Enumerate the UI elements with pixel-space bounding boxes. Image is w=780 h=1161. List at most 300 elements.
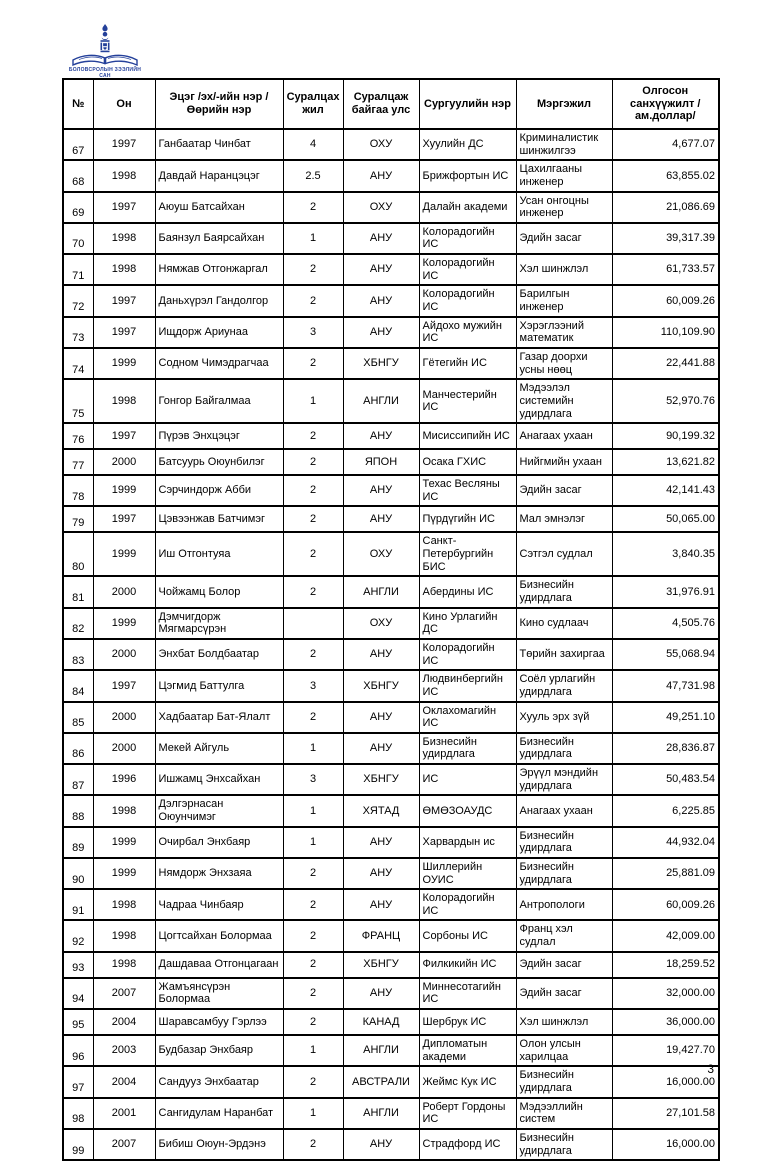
cell-year: 1998	[93, 223, 155, 254]
cell-profession: Бизнесийн удирдлага	[516, 733, 612, 764]
cell-years: 2	[283, 1066, 343, 1097]
cell-profession: Усан онгоцны инженер	[516, 192, 612, 223]
table-row	[63, 254, 719, 285]
cell-profession: Соёл урлагийн удирдлага	[516, 670, 612, 701]
column-header-amount: Олгосон санхүүжилт /ам.доллар/	[612, 79, 719, 129]
cell-country: АНУ	[343, 827, 419, 858]
cell-name: Ганбаатар Чинбат	[155, 129, 283, 160]
cell-profession: Бизнесийн удирдлага	[516, 1129, 612, 1160]
cell-no: 78	[63, 475, 93, 506]
cell-country: ОХУ	[343, 608, 419, 639]
cell-years: 2.5	[283, 160, 343, 191]
cell-country: АНГЛИ	[343, 1098, 419, 1129]
table-row	[63, 423, 719, 449]
cell-name: Чадраа Чинбаяр	[155, 889, 283, 920]
cell-profession: Цахилгааны инженер	[516, 160, 612, 191]
cell-name: Дашдаваа Отгонцагаан	[155, 952, 283, 978]
cell-school: Брижфортын ИС	[419, 160, 516, 191]
cell-no: 96	[63, 1035, 93, 1066]
cell-profession: Бизнесийн удирдлага	[516, 576, 612, 607]
cell-name: Бибиш Оюун-Эрдэнэ	[155, 1129, 283, 1160]
scholarship-table	[62, 78, 720, 1161]
cell-years: 4	[283, 129, 343, 160]
cell-no: 93	[63, 952, 93, 978]
cell-years: 1	[283, 1035, 343, 1066]
cell-school: Гётегийн ИС	[419, 348, 516, 379]
cell-profession: Хууль эрх зүй	[516, 702, 612, 733]
cell-no: 86	[63, 733, 93, 764]
cell-country: ОХУ	[343, 129, 419, 160]
cell-profession: Хэл шинжлэл	[516, 1009, 612, 1035]
cell-country: АНГЛИ	[343, 576, 419, 607]
cell-school: Колорадогийн ИС	[419, 889, 516, 920]
cell-year: 1998	[93, 160, 155, 191]
table-row	[63, 348, 719, 379]
cell-amount: 22,441.88	[612, 348, 719, 379]
table-row	[63, 858, 719, 889]
soyombo-book-icon	[69, 22, 141, 66]
cell-year: 1998	[93, 795, 155, 826]
cell-no: 91	[63, 889, 93, 920]
cell-amount: 4,677.07	[612, 129, 719, 160]
cell-year: 1997	[93, 285, 155, 316]
cell-school: Жеймс Кук ИС	[419, 1066, 516, 1097]
cell-no: 67	[63, 129, 93, 160]
cell-country: АНУ	[343, 160, 419, 191]
cell-name: Баянзул Баярсайхан	[155, 223, 283, 254]
cell-profession: Мэдээлэл системийн удирдлага	[516, 379, 612, 423]
cell-years: 2	[283, 475, 343, 506]
cell-amount: 49,251.10	[612, 702, 719, 733]
cell-country: ХБНГУ	[343, 348, 419, 379]
cell-school: Шиллерийн ОУИС	[419, 858, 516, 889]
cell-years: 3	[283, 764, 343, 795]
cell-no: 73	[63, 317, 93, 348]
cell-amount: 63,855.02	[612, 160, 719, 191]
table-row	[63, 978, 719, 1009]
cell-years: 2	[283, 639, 343, 670]
column-header-country: Суралцаж байгаа улс	[343, 79, 419, 129]
table-row	[63, 639, 719, 670]
cell-name: Цэгмид Баттулга	[155, 670, 283, 701]
cell-no: 98	[63, 1098, 93, 1129]
cell-school: Кино Урлагийн ДС	[419, 608, 516, 639]
cell-amount: 19,427.70	[612, 1035, 719, 1066]
cell-no: 80	[63, 532, 93, 576]
cell-profession: Анагаах ухаан	[516, 795, 612, 826]
cell-school: Техас Весляны ИС	[419, 475, 516, 506]
table-row	[63, 1035, 719, 1066]
cell-name: Гонгор Байгалмаа	[155, 379, 283, 423]
cell-profession: Эдийн засаг	[516, 223, 612, 254]
cell-year: 2000	[93, 576, 155, 607]
cell-school: Бизнесийн удирдлага	[419, 733, 516, 764]
cell-profession: Анагаах ухаан	[516, 423, 612, 449]
cell-profession: Бизнесийн удирдлага	[516, 858, 612, 889]
cell-name: Ишжамц Энхсайхан	[155, 764, 283, 795]
cell-country: АНУ	[343, 1129, 419, 1160]
cell-amount: 90,199.32	[612, 423, 719, 449]
cell-year: 1997	[93, 670, 155, 701]
cell-years: 3	[283, 670, 343, 701]
cell-years: 1	[283, 1098, 343, 1129]
cell-amount: 60,009.26	[612, 889, 719, 920]
cell-name: Ищдорж Ариунаа	[155, 317, 283, 348]
cell-no: 79	[63, 506, 93, 532]
cell-country: АНУ	[343, 978, 419, 1009]
logo-org-name-line1: БОЛОВСРОЛЫН ЗЭЭЛИЙН	[68, 67, 142, 73]
table-row	[63, 192, 719, 223]
cell-profession: Эдийн засаг	[516, 978, 612, 1009]
cell-name: Нямдорж Энхзаяа	[155, 858, 283, 889]
cell-profession: Кино судлаач	[516, 608, 612, 639]
cell-year: 1999	[93, 348, 155, 379]
table-row	[63, 795, 719, 826]
cell-country: АНУ	[343, 475, 419, 506]
cell-country: ОХУ	[343, 192, 419, 223]
cell-year: 1997	[93, 317, 155, 348]
cell-year: 2000	[93, 449, 155, 475]
cell-name: Иш Отгонтуяа	[155, 532, 283, 576]
cell-school: Мисиссипийн ИС	[419, 423, 516, 449]
cell-amount: 36,000.00	[612, 1009, 719, 1035]
cell-no: 87	[63, 764, 93, 795]
table-row	[63, 532, 719, 576]
cell-profession: Эрүүл мэндийн удирдлага	[516, 764, 612, 795]
page-number: 3	[707, 1062, 714, 1076]
cell-name: Давдай Наранцэцэг	[155, 160, 283, 191]
cell-country: АНУ	[343, 285, 419, 316]
cell-years: 1	[283, 795, 343, 826]
cell-year: 2004	[93, 1009, 155, 1035]
cell-year: 1997	[93, 129, 155, 160]
cell-school: Страдфорд ИС	[419, 1129, 516, 1160]
column-header-school: Сургуулийн нэр	[419, 79, 516, 129]
cell-no: 97	[63, 1066, 93, 1097]
cell-no: 70	[63, 223, 93, 254]
cell-name: Пүрэв Энхцэцэг	[155, 423, 283, 449]
cell-name: Будбазар Энхбаяр	[155, 1035, 283, 1066]
cell-profession: Төрийн захиргаа	[516, 639, 612, 670]
cell-school: Колорадогийн ИС	[419, 254, 516, 285]
cell-name: Даньхүрэл Гандолгор	[155, 285, 283, 316]
cell-school: Манчестерийн ИС	[419, 379, 516, 423]
cell-name: Шаравсамбуу Гэрлээ	[155, 1009, 283, 1035]
cell-no: 83	[63, 639, 93, 670]
cell-year: 2000	[93, 733, 155, 764]
cell-profession: Криминалистик шинжилгээ	[516, 129, 612, 160]
cell-year: 1998	[93, 920, 155, 951]
cell-year: 1999	[93, 858, 155, 889]
cell-name: Дэмчигдорж Мягмарсүрэн	[155, 608, 283, 639]
cell-profession: Бизнесийн удирдлага	[516, 1066, 612, 1097]
cell-no: 81	[63, 576, 93, 607]
cell-school: Абердины ИС	[419, 576, 516, 607]
cell-name: Сангидулам Наранбат	[155, 1098, 283, 1129]
cell-school: Айдохо мужийн ИС	[419, 317, 516, 348]
cell-school: Пүрдүгийн ИС	[419, 506, 516, 532]
table-row	[63, 889, 719, 920]
cell-no: 84	[63, 670, 93, 701]
cell-no: 99	[63, 1129, 93, 1160]
table-row	[63, 764, 719, 795]
cell-name: Чойжамц Болор	[155, 576, 283, 607]
cell-years: 2	[283, 858, 343, 889]
cell-profession: Хэрэглээний математик	[516, 317, 612, 348]
cell-no: 75	[63, 379, 93, 423]
table-row	[63, 449, 719, 475]
cell-amount: 110,109.90	[612, 317, 719, 348]
logo-org-name-line2: САН	[99, 73, 111, 80]
cell-name: Очирбал Энхбаяр	[155, 827, 283, 858]
cell-amount: 32,000.00	[612, 978, 719, 1009]
cell-amount: 39,317.39	[612, 223, 719, 254]
column-header-name: Эцэг /эх/-ийн нэр / Өөрийн нэр	[155, 79, 283, 129]
cell-no: 74	[63, 348, 93, 379]
cell-country: АНУ	[343, 317, 419, 348]
cell-no: 68	[63, 160, 93, 191]
cell-no: 94	[63, 978, 93, 1009]
cell-year: 1999	[93, 608, 155, 639]
cell-school: Хуулийн ДС	[419, 129, 516, 160]
cell-name: Жамъянсүрэн Болормаа	[155, 978, 283, 1009]
table-row	[63, 670, 719, 701]
cell-year: 1998	[93, 889, 155, 920]
cell-no: 90	[63, 858, 93, 889]
cell-amount: 16,000.00	[612, 1066, 719, 1097]
cell-school: Филкикийн ИС	[419, 952, 516, 978]
cell-country: АНУ	[343, 889, 419, 920]
cell-years: 2	[283, 192, 343, 223]
table-row	[63, 608, 719, 639]
cell-profession: Бизнесийн удирдлага	[516, 827, 612, 858]
cell-profession: Сэтгэл судлал	[516, 532, 612, 576]
cell-no: 77	[63, 449, 93, 475]
table-row	[63, 129, 719, 160]
cell-year: 2001	[93, 1098, 155, 1129]
cell-school: Шербрук ИС	[419, 1009, 516, 1035]
cell-year: 1998	[93, 952, 155, 978]
column-header-profession: Мэргэжил	[516, 79, 612, 129]
cell-profession: Мэдээллийн систем	[516, 1098, 612, 1129]
cell-amount: 42,141.43	[612, 475, 719, 506]
cell-amount: 50,483.54	[612, 764, 719, 795]
cell-year: 2007	[93, 1129, 155, 1160]
table-row	[63, 317, 719, 348]
table-row	[63, 702, 719, 733]
cell-profession: Мал эмнэлэг	[516, 506, 612, 532]
cell-school: Людвинбергийн ИС	[419, 670, 516, 701]
cell-name: Энхбат Болдбаатар	[155, 639, 283, 670]
cell-years: 2	[283, 952, 343, 978]
cell-years	[283, 608, 343, 639]
cell-name: Дэлгэрнасан Оюунчимэг	[155, 795, 283, 826]
cell-amount: 27,101.58	[612, 1098, 719, 1129]
cell-year: 2007	[93, 978, 155, 1009]
cell-amount: 60,009.26	[612, 285, 719, 316]
cell-years: 2	[283, 702, 343, 733]
column-header-year: Он	[93, 79, 155, 129]
cell-year: 1999	[93, 827, 155, 858]
cell-school: Миннесотагийн ИС	[419, 978, 516, 1009]
cell-country: АНУ	[343, 506, 419, 532]
cell-profession: Барилгын инженер	[516, 285, 612, 316]
cell-country: ХБНГУ	[343, 764, 419, 795]
cell-amount: 52,970.76	[612, 379, 719, 423]
cell-years: 2	[283, 423, 343, 449]
cell-name: Цогтсайхан Болормаа	[155, 920, 283, 951]
cell-profession: Газар доорхи усны нөөц	[516, 348, 612, 379]
cell-profession: Франц хэл судлал	[516, 920, 612, 951]
cell-school: Далайн академи	[419, 192, 516, 223]
cell-school: Санкт-Петербургийн БИС	[419, 532, 516, 576]
cell-years: 2	[283, 920, 343, 951]
cell-amount: 42,009.00	[612, 920, 719, 951]
cell-year: 1997	[93, 192, 155, 223]
cell-amount: 44,932.04	[612, 827, 719, 858]
cell-year: 1998	[93, 254, 155, 285]
cell-amount: 6,225.85	[612, 795, 719, 826]
cell-country: АНУ	[343, 733, 419, 764]
cell-years: 2	[283, 1009, 343, 1035]
cell-country: АНУ	[343, 254, 419, 285]
cell-years: 1	[283, 379, 343, 423]
cell-country: ХБНГУ	[343, 670, 419, 701]
cell-name: Аюуш Батсайхан	[155, 192, 283, 223]
cell-country: АНГЛИ	[343, 1035, 419, 1066]
cell-amount: 4,505.76	[612, 608, 719, 639]
cell-country: ФРАНЦ	[343, 920, 419, 951]
cell-amount: 21,086.69	[612, 192, 719, 223]
cell-years: 1	[283, 827, 343, 858]
table-row	[63, 733, 719, 764]
cell-no: 89	[63, 827, 93, 858]
cell-country: АНУ	[343, 423, 419, 449]
table-row	[63, 1066, 719, 1097]
cell-school: Харвардын ис	[419, 827, 516, 858]
cell-no: 92	[63, 920, 93, 951]
cell-year: 2003	[93, 1035, 155, 1066]
cell-year: 2000	[93, 702, 155, 733]
table-row	[63, 920, 719, 951]
cell-name: Сэрчиндорж Абби	[155, 475, 283, 506]
table-row	[63, 952, 719, 978]
cell-country: ХЯТАД	[343, 795, 419, 826]
cell-school: ИС	[419, 764, 516, 795]
cell-amount: 16,000.00	[612, 1129, 719, 1160]
cell-profession: Олон улсын харилцаа	[516, 1035, 612, 1066]
cell-no: 82	[63, 608, 93, 639]
cell-year: 1999	[93, 475, 155, 506]
cell-country: ЯПОН	[343, 449, 419, 475]
cell-name: Хадбаатар Бат-Ялалт	[155, 702, 283, 733]
cell-profession: Эдийн засаг	[516, 475, 612, 506]
cell-no: 76	[63, 423, 93, 449]
cell-years: 2	[283, 978, 343, 1009]
table-row	[63, 285, 719, 316]
cell-profession: Антропологи	[516, 889, 612, 920]
cell-amount: 47,731.98	[612, 670, 719, 701]
cell-country: ОХУ	[343, 532, 419, 576]
table-row	[63, 475, 719, 506]
cell-years: 2	[283, 576, 343, 607]
cell-amount: 3,840.35	[612, 532, 719, 576]
cell-country: АВСТРАЛИ	[343, 1066, 419, 1097]
table-row	[63, 223, 719, 254]
cell-amount: 31,976.91	[612, 576, 719, 607]
cell-no: 71	[63, 254, 93, 285]
cell-country: АНГЛИ	[343, 379, 419, 423]
cell-years: 1	[283, 733, 343, 764]
table-body	[63, 129, 719, 1160]
cell-name: Батсуурь Оюунбилэг	[155, 449, 283, 475]
cell-no: 85	[63, 702, 93, 733]
cell-school: ӨМӨЗОАУДС	[419, 795, 516, 826]
cell-amount: 13,621.82	[612, 449, 719, 475]
cell-school: Колорадогийн ИС	[419, 223, 516, 254]
cell-school: Роберт Гордоны ИС	[419, 1098, 516, 1129]
cell-school: Дипломатын академи	[419, 1035, 516, 1066]
table-row	[63, 576, 719, 607]
cell-years: 2	[283, 1129, 343, 1160]
cell-years: 2	[283, 889, 343, 920]
cell-country: АНУ	[343, 858, 419, 889]
cell-amount: 18,259.52	[612, 952, 719, 978]
cell-years: 2	[283, 449, 343, 475]
table-row	[63, 1098, 719, 1129]
cell-amount: 25,881.09	[612, 858, 719, 889]
column-header-years: Суралцах жил	[283, 79, 343, 129]
cell-years: 2	[283, 348, 343, 379]
fund-logo	[62, 22, 148, 80]
cell-name: Нямжав Отгонжаргал	[155, 254, 283, 285]
cell-profession: Эдийн засаг	[516, 952, 612, 978]
cell-name: Цэвээнжав Батчимэг	[155, 506, 283, 532]
cell-amount: 55,068.94	[612, 639, 719, 670]
cell-years: 2	[283, 254, 343, 285]
cell-year: 2004	[93, 1066, 155, 1097]
table-row	[63, 160, 719, 191]
cell-year: 1996	[93, 764, 155, 795]
table-row	[63, 1129, 719, 1160]
cell-years: 1	[283, 223, 343, 254]
cell-amount: 61,733.57	[612, 254, 719, 285]
cell-year: 1998	[93, 379, 155, 423]
cell-no: 88	[63, 795, 93, 826]
cell-no: 72	[63, 285, 93, 316]
cell-school: Сорбоны ИС	[419, 920, 516, 951]
cell-name: Сандууз Энхбаатар	[155, 1066, 283, 1097]
cell-year: 1999	[93, 532, 155, 576]
cell-years: 2	[283, 532, 343, 576]
cell-no: 95	[63, 1009, 93, 1035]
cell-country: КАНАД	[343, 1009, 419, 1035]
cell-year: 1997	[93, 423, 155, 449]
cell-year: 2000	[93, 639, 155, 670]
cell-country: АНУ	[343, 223, 419, 254]
table-row	[63, 379, 719, 423]
cell-school: Колорадогийн ИС	[419, 285, 516, 316]
cell-name: Содном Чимэдрагчаа	[155, 348, 283, 379]
cell-country: АНУ	[343, 702, 419, 733]
cell-school: Колорадогийн ИС	[419, 639, 516, 670]
table-header-row	[63, 79, 719, 129]
cell-years: 2	[283, 285, 343, 316]
cell-years: 2	[283, 506, 343, 532]
table-row	[63, 827, 719, 858]
cell-profession: Хэл шинжлэл	[516, 254, 612, 285]
cell-amount: 28,836.87	[612, 733, 719, 764]
